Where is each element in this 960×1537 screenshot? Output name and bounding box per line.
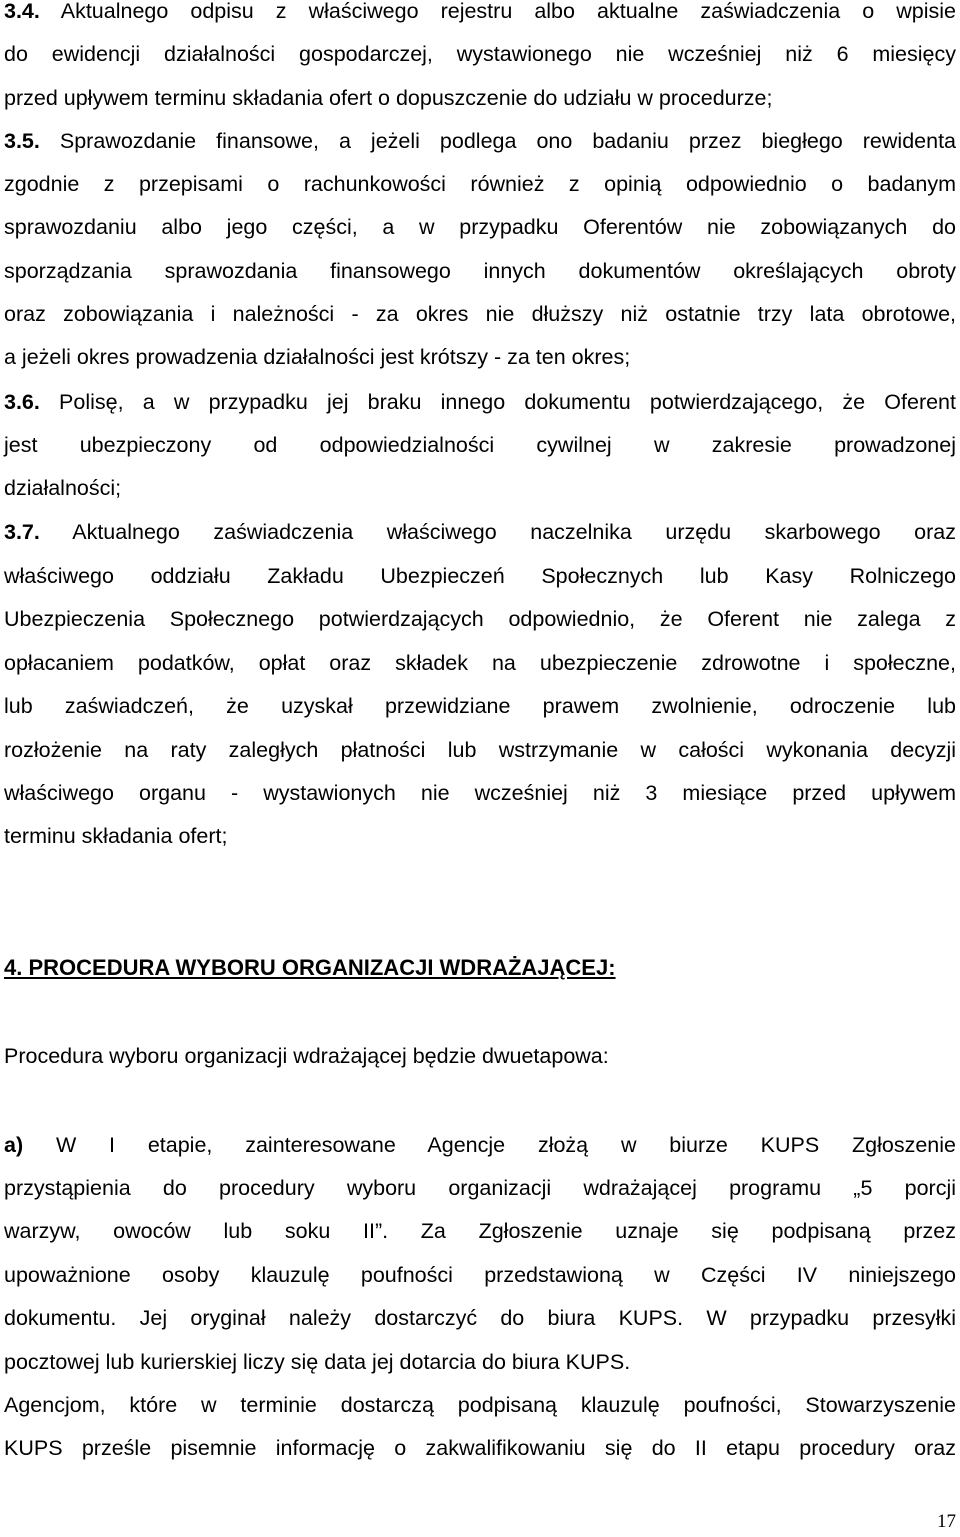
text-line <box>4 128 956 154</box>
text-line <box>4 1435 956 1461</box>
text-line <box>4 0 956 24</box>
text-line <box>4 258 956 284</box>
line-text: Polisę, a w przypadku jej braku innego dokumentu potwierdzającego, że Oferent <box>39 390 956 414</box>
item-number: 3.5. <box>4 129 40 153</box>
line-text: KUPS prześle pisemnie informację o zakwalifikowaniu się do II etapu procedury oraz <box>4 1436 956 1460</box>
text-line <box>4 650 956 676</box>
line-text: rozłożenie na raty zaległych płatności lub wstrzymanie w całości wykonania decyzji <box>4 738 956 762</box>
line-text: terminu składania ofert; <box>4 824 228 848</box>
line-text: dokumentu. Jej oryginał należy dostarczyć do biura KUPS. W przypadku przesyłki <box>4 1306 956 1330</box>
text-line <box>4 693 956 719</box>
text-line <box>4 301 956 327</box>
line-text: jest ubezpieczony od odpowiedzialności cywilnej w zakresie prowadzonej <box>4 433 956 457</box>
line-text: lub zaświadczeń, że uzyskał przewidziane prawem zwolnienie, odroczenie lub <box>4 694 956 718</box>
line-text: zgodnie z przepisami o rachunkowości również z opinią odpowiednio o badanym <box>4 172 956 196</box>
text-line <box>4 85 956 111</box>
text-line <box>4 1305 956 1331</box>
text-line <box>4 389 956 415</box>
line-text: upoważnione osoby klauzulę poufności przedstawioną w Części IV niniejszego <box>4 1263 956 1287</box>
line-text: Sprawozdanie finansowe, a jeżeli podlega ono badaniu przez biegłego rewidenta <box>39 129 956 153</box>
text-line <box>4 1262 956 1288</box>
line-text: a jeżeli okres prowadzenia działalności jest krótszy - za ten okres; <box>4 345 631 369</box>
line-text: właściwego oddziału Zakładu Ubezpieczeń Społecznych lub Kasy Rolniczego <box>4 564 956 588</box>
text-line <box>4 1043 956 1069</box>
text-line <box>4 780 956 806</box>
item-number: 3.7. <box>4 520 40 544</box>
line-text: pocztowej lub kurierskiej liczy się data jej dotarcia do biura KUPS. <box>4 1350 631 1374</box>
page-number: 17 <box>937 1511 956 1532</box>
item-number: 3.4. <box>4 0 40 23</box>
line-text: działalności; <box>4 476 122 500</box>
line-text: Procedura wyboru organizacji wdrażającej będzie dwuetapowa: <box>4 1044 609 1068</box>
item-number: 3.6. <box>4 390 40 414</box>
text-line <box>4 432 956 458</box>
text-line <box>4 214 956 240</box>
line-text: przystąpienia do procedury wyboru organizacji wdrażającej programu „5 porcji <box>4 1176 956 1200</box>
text-line <box>4 823 956 849</box>
line-text: opłacaniem podatków, opłat oraz składek na ubezpieczenie zdrowotne i społeczne, <box>4 651 956 675</box>
line-text: sprawozdaniu albo jego części, a w przypadku Oferentów nie zobowiązanych do <box>4 215 956 239</box>
line-text: W I etapie, zainteresowane Agencje złożą w biurze KUPS Zgłoszenie <box>23 1133 956 1157</box>
text-line <box>4 519 956 545</box>
text-line <box>4 1132 956 1158</box>
item-number: a) <box>4 1133 24 1157</box>
line-text: oraz zobowiązania i należności - za okres nie dłuższy niż ostatnie trzy lata obrotowe, <box>4 302 956 326</box>
text-line <box>4 171 956 197</box>
text-line <box>4 1175 956 1201</box>
line-text: Aktualnego zaświadczenia właściwego naczelnika urzędu skarbowego oraz <box>39 520 956 544</box>
line-text: właściwego organu - wystawionych nie wcześniej niż 3 miesiące przed upływem <box>4 781 956 805</box>
text-line <box>4 1218 956 1244</box>
line-text: sporządzania sprawozdania finansowego innych dokumentów określających obroty <box>4 259 956 283</box>
line-text: Aktualnego odpisu z właściwego rejestru albo aktualne zaświadczenia o wpisie <box>39 0 956 23</box>
line-text: Ubezpieczenia Społecznego potwierdzających odpowiednio, że Oferent nie zalega z <box>4 607 956 631</box>
text-line <box>4 1349 956 1375</box>
text-line <box>4 563 956 589</box>
text-line <box>4 1392 956 1418</box>
line-text: przed upływem terminu składania ofert o dopuszczenie do udziału w procedurze; <box>4 86 773 110</box>
text-line <box>4 737 956 763</box>
line-text: Agencjom, które w terminie dostarczą podpisaną klauzulę poufności, Stowarzyszenie <box>4 1393 956 1417</box>
section-heading <box>4 955 956 981</box>
text-line <box>4 41 956 67</box>
line-text: warzyw, owoców lub soku II”. Za Zgłoszenie uznaje się podpisaną przez <box>4 1219 956 1243</box>
line-text: do ewidencji działalności gospodarczej, wystawionego nie wcześniej niż 6 miesięcy <box>4 42 956 66</box>
text-line <box>4 475 956 501</box>
text-line <box>4 344 956 370</box>
text-line <box>4 606 956 632</box>
line-text: 4. PROCEDURA WYBORU ORGANIZACJI WDRAŻAJĄCEJ: <box>4 955 616 980</box>
